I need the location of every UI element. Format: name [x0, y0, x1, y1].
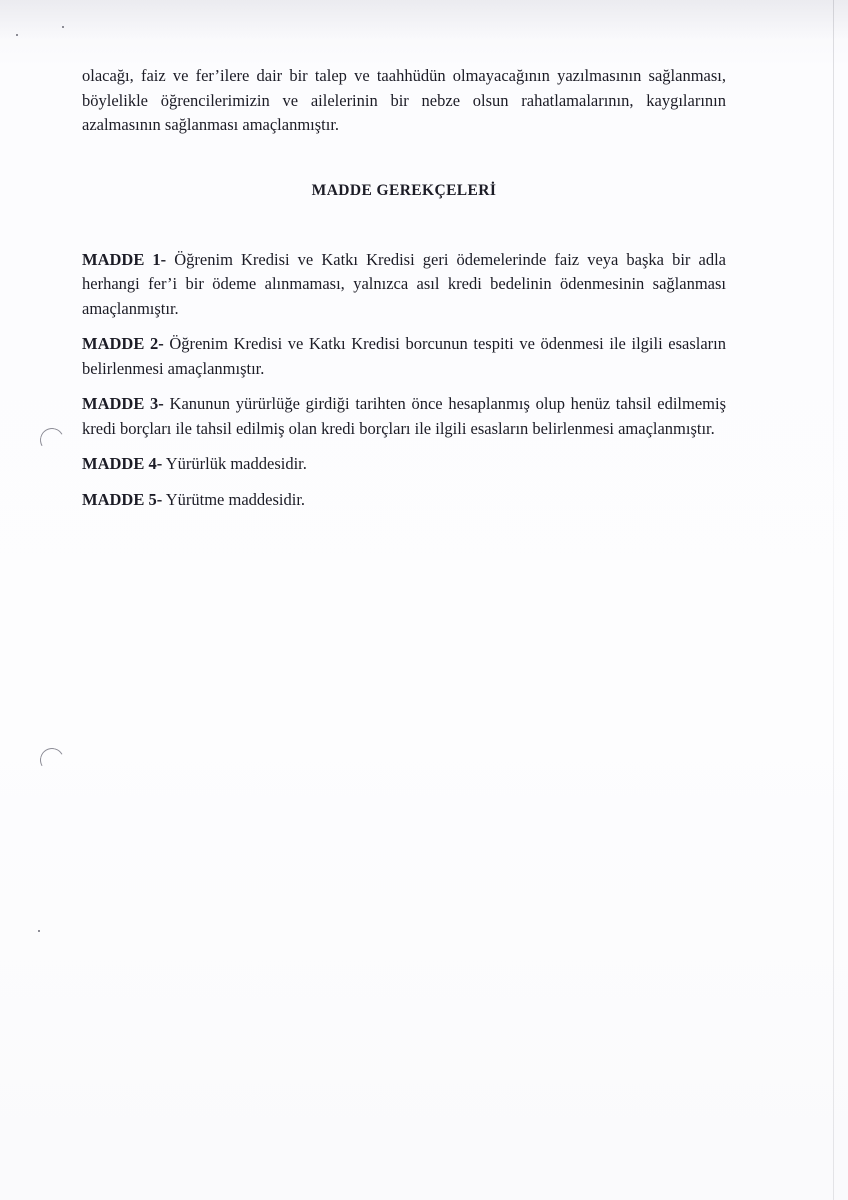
article-label: MADDE 1-: [82, 249, 167, 269]
article-1: [82, 248, 726, 322]
document-body: [82, 64, 726, 523]
scan-speck: [62, 26, 64, 28]
article-4: [82, 452, 726, 477]
page-edge: [833, 0, 834, 1200]
article-label: MADDE 2-: [82, 334, 164, 353]
article-text: Yürürlük maddesidir.: [165, 454, 307, 473]
article-2: [82, 332, 726, 381]
article-label: MADDE 4-: [82, 454, 163, 473]
punch-hole-mark: [37, 745, 66, 774]
punch-hole-mark: [37, 425, 66, 454]
article-5: [82, 488, 726, 513]
scan-speck: [16, 34, 18, 36]
article-3: [82, 392, 726, 441]
intro-paragraph: olacağı, faiz ve fer’ilere dair bir talep ve taahhüdün olmayacağının yazılmasının sağlanması, böylelikle öğrencilerimizin ve ailelerinin bir nebze olsun rahatlamalarının, kaygılarının azalmasının sağlanması amaçlanmıştır.: [82, 66, 726, 134]
scan-speck: [38, 930, 40, 932]
article-text: Öğrenim Kredisi ve Katkı Kredisi geri ödemelerinde faiz veya başka bir adla herhangi fer’i bir ödeme alınmaması, yalnızca asıl kredi bedelinin ödenmesinin sağlanması amaçlanmıştır.: [82, 249, 726, 318]
article-text: Öğrenim Kredisi ve Katkı Kredisi borcunun tespiti ve ödenmesi ile ilgili esasların belirlenmesi amaçlanmıştır.: [82, 334, 727, 378]
article-label: MADDE 3-: [82, 394, 164, 413]
article-text: Kanunun yürürlüğe girdiği tarihten önce hesaplanmış olup henüz tahsil edilmemiş kredi borçları ile tahsil edilmiş olan kredi borçları ile ilgili esasların belirlenmesi amaçlanmıştır.: [82, 394, 726, 438]
article-label: MADDE 5-: [82, 489, 163, 509]
article-text: Yürütme maddesidir.: [165, 489, 306, 509]
section-title: MADDE GEREKÇELERİ: [311, 181, 497, 199]
scan-shadow: [0, 0, 848, 40]
